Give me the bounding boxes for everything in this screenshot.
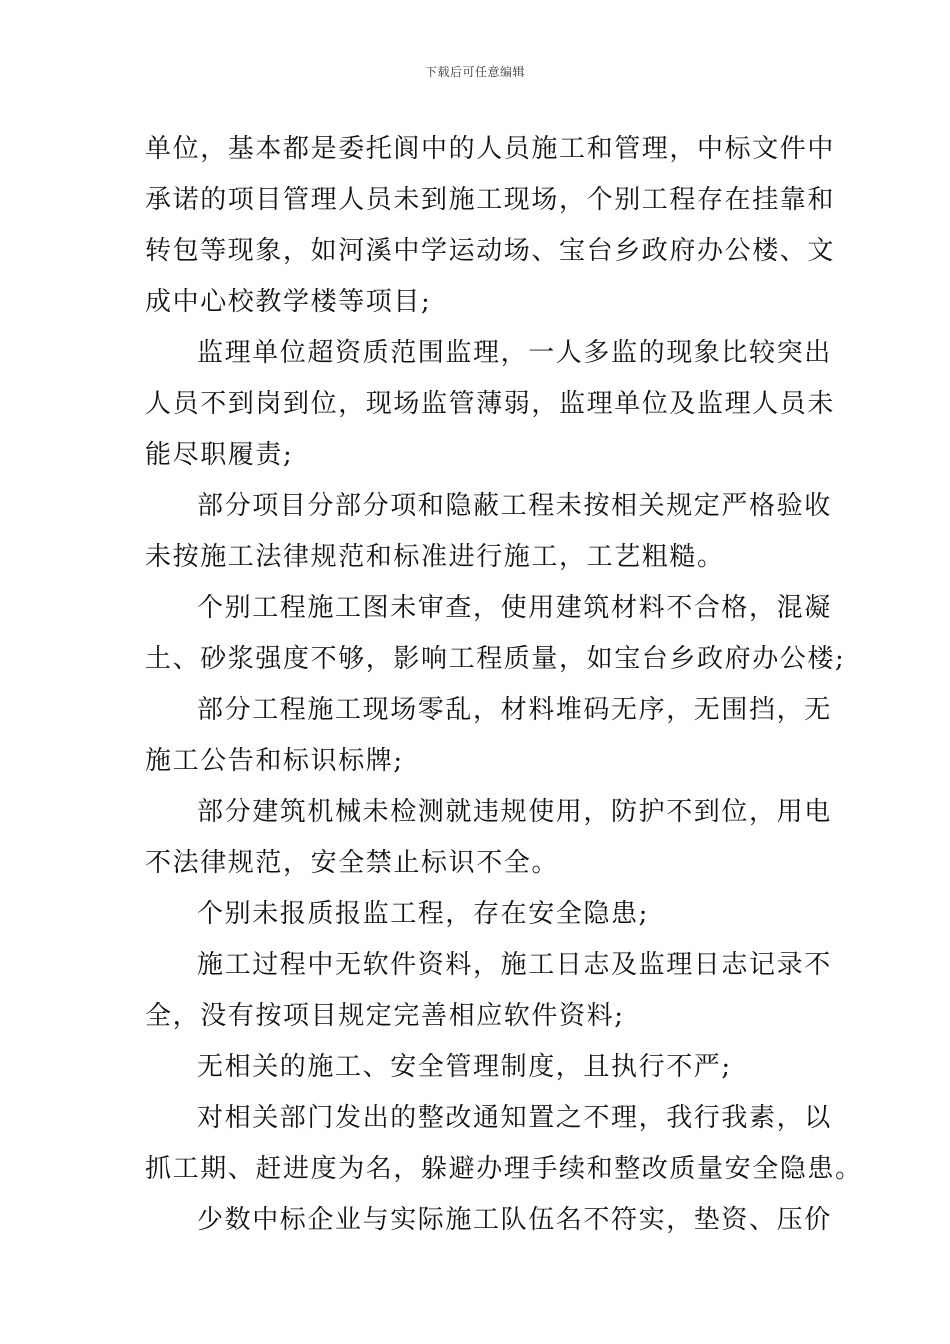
text-line: 个别工程施工图未审查，使用建筑材料不合格，混凝 [197, 593, 832, 623]
text-line: 部分工程施工现场零乱，材料堆码无序，无围挡，无 [197, 695, 832, 725]
text-line: 转包等现象，如河溪中学运动场、宝台乡政府办公楼、文 [145, 236, 836, 266]
text-line: 承诺的项目管理人员未到施工现场，个别工程存在挂靠和 [145, 185, 836, 215]
text-line: 施工公告和标识标牌; [145, 746, 404, 776]
text-line: 个别未报质报监工程，存在安全隐患; [197, 899, 649, 929]
text-line: 部分项目分部分项和隐蔽工程未按相关规定严格验收 [197, 491, 832, 521]
text-line: 未按施工法律规范和标准进行施工，工艺粗糙。 [145, 542, 725, 572]
text-line: 抓工期、赶进度为名，躲避办理手续和整改质量安全隐患。 [145, 1154, 863, 1184]
body-text [145, 124, 863, 1246]
text-line: 土、砂浆强度不够，影响工程质量，如宝台乡政府办公楼; [145, 644, 846, 674]
text-line: 不法律规范，安全禁止标识不全。 [145, 848, 560, 878]
text-line: 成中心校教学楼等项目; [145, 287, 432, 317]
text-line: 少数中标企业与实际施工队伍名不符实，垫资、压价 [197, 1205, 832, 1235]
text-line: 对相关部门发出的整改通知置之不理，我行我素，以 [197, 1103, 832, 1133]
text-line: 部分建筑机械未检测就违规使用，防护不到位，用电 [197, 797, 832, 827]
page-header: 下载后可任意编辑 [424, 65, 525, 79]
text-line: 单位，基本都是委托阆中的人员施工和管理，中标文件中 [145, 134, 836, 164]
text-line: 全，没有按项目规定完善相应软件资料; [145, 1001, 625, 1031]
text-line: 无相关的施工、安全管理制度，且执行不严; [197, 1052, 732, 1082]
text-line: 能尽职履责; [145, 440, 294, 470]
text-line: 人员不到岗到位，现场监管薄弱，监理单位及监理人员未 [145, 389, 836, 419]
text-line: 施工过程中无软件资料，施工日志及监理日志记录不 [197, 950, 832, 980]
text-line: 监理单位超资质范围监理，一人多监的现象比较突出 [197, 338, 832, 368]
